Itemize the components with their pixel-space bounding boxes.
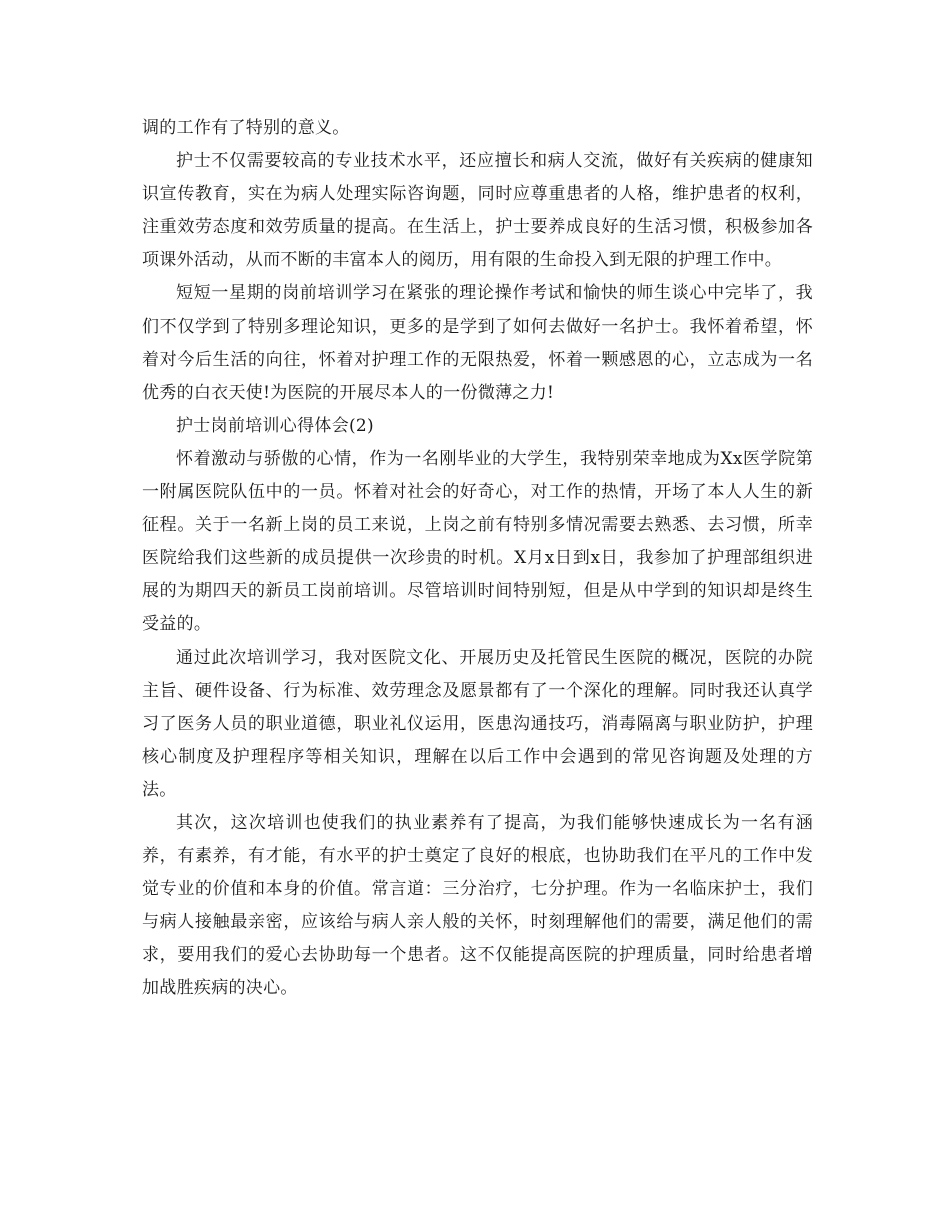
paragraph-introduction: 怀着激动与骄傲的心情，作为一名刚毕业的大学生，我特别荣幸地成为Xx医学院第一附属医院队伍中的一员。怀着对社会的好奇心，对工作的热情，开场了本人人生的新征程。关于一名新上岗的员工来说，上岗之前有特别多情况需要去熟悉、去习惯，所幸医院给我们这些新的成员提供一次珍贵的时机。X月x日到x日，我参加了护理部组织进展的为期四天的新员工岗前培训。尽管培训时间特别短，但是从中学到的知识却是终生受益的。 (142, 448, 813, 635)
paragraph-nurse-skills: 护士不仅需要较高的专业技术水平，还应擅长和病人交流，做好有关疾病的健康知识宣传教育，实在为病人处理实际咨询题，同时应尊重患者的人格，维护患者的权利，注重效劳态度和效劳质量的提高。在生活上，护士要养成良好的生活习惯，积极参加各项课外活动，从而不断的丰富本人的阅历，用有限的生命投入到无限的护理工作中。 (142, 151, 813, 271)
section-heading: 护士岗前培训心得体会(2) (176, 415, 374, 436)
paragraph-professional-growth: 其次，这次培训也使我们的执业素养有了提高，为我们能够快速成长为一名有涵养，有素养，有才能，有水平的护士奠定了良好的根底，也协助我们在平凡的工作中发觉专业的价值和本身的价值。常言道：三分治疗，七分护理。作为一名临床护士，我们与病人接触最亲密，应该给与病人亲人般的关怀，时刻理解他们的需要，满足他们的需求，要用我们的爱心去协助每一个患者。这不仅能提高医院的护理质量，同时给患者增加战胜疾病的决心。 (142, 812, 813, 999)
paragraph-training-summary: 短短一星期的岗前培训学习在紧张的理论操作考试和愉快的师生谈心中完毕了，我们不仅学到了特别多理论知识，更多的是学到了如何去做好一名护士。我怀着希望，怀着对今后生活的向往，怀着对护理工作的无限热爱，怀着一颗感恩的心，立志成为一名优秀的白衣天使!为医院的开展尽本人的一份微薄之力! (142, 283, 813, 403)
paragraph-continuation: 调的工作有了特别的意义。 (142, 118, 350, 138)
paragraph-hospital-culture: 通过此次培训学习，我对医院文化、开展历史及托管民生医院的概况，医院的办院主旨、硬件设备、行为标准、效劳理念及愿景都有了一个深化的理解。同时我还认真学习了医务人员的职业道德，职业礼仪运用，医患沟通技巧，消毒隔离与职业防护，护理核心制度及护理程序等相关知识，理解在以后工作中会遇到的常见咨询题及处理的方法。 (142, 647, 813, 800)
document-page (142, 112, 813, 1006)
